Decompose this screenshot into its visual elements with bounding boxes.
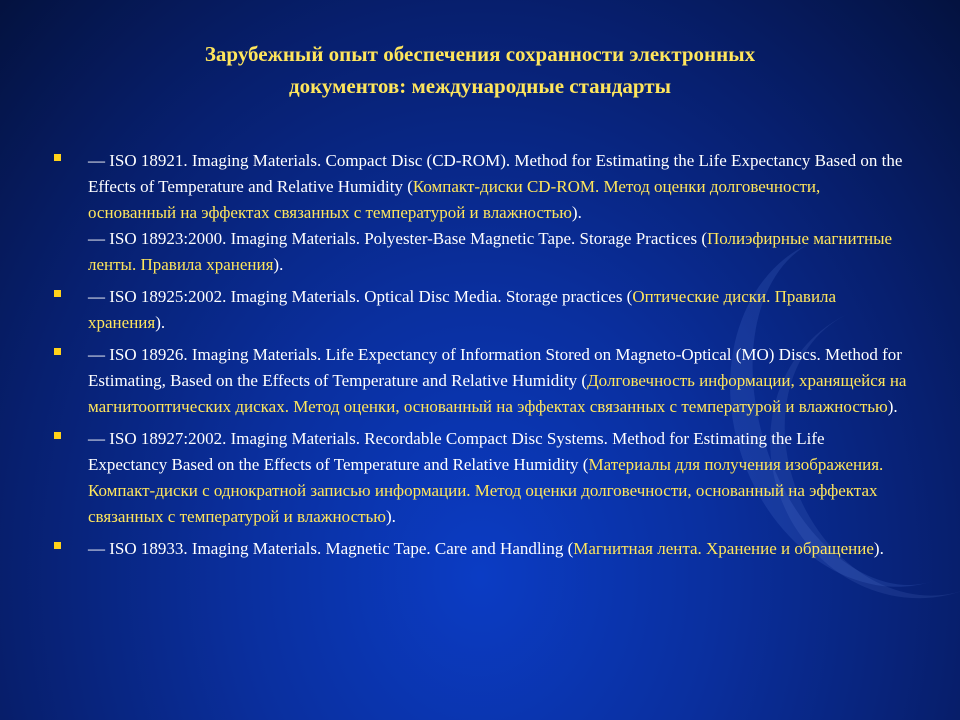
slide-title-line-2: документов: международные стандарты xyxy=(288,74,672,98)
english-text: — ISO 18927:2002. Imaging Materials. Recordable Compact Disc Systems. Method for Estimating the Life Expectancy Based on the Effects of Temperature and Relative Humidity ( xyxy=(88,429,825,474)
standards-list xyxy=(0,148,960,568)
paragraph-iso-18927 xyxy=(88,426,908,530)
square-bullet-icon xyxy=(54,432,61,439)
closing-punctuation: ). xyxy=(571,203,582,222)
english-text: — ISO 18925:2002. Imaging Materials. Optical Disc Media. Storage practices ( xyxy=(88,287,633,306)
closing-punctuation: ). xyxy=(386,507,396,526)
english-text: — ISO 18933. Imaging Materials. Magnetic Tape. Care and Handling ( xyxy=(88,539,574,558)
english-text: — ISO 18926. Imaging Materials. Life Expectancy of Information Stored on Magneto-Optical (MO) Discs. Method for Estimating, Based on the Effects of Temperature and Relative Humidity ( xyxy=(88,345,902,390)
paragraph-iso-18933 xyxy=(88,536,908,562)
paragraph-iso-18921 xyxy=(88,148,908,226)
russian-translation: Долговечность информации, хранящейся на магнитооптических дисках. Метод оценки, основанный на эффектах связанных с температурой и влажностью xyxy=(88,371,907,416)
square-bullet-icon xyxy=(54,348,61,355)
list-item-iso-18926 xyxy=(0,342,960,420)
russian-translation: Оптические диски. Правила хранения xyxy=(88,287,837,332)
closing-punctuation: ). xyxy=(887,397,898,416)
english-text: — ISO 18921. Imaging Materials. Compact Disc (CD-ROM). Method for Estimating the Life Expectancy Based on the Effects of Temperature and Relative Humidity ( xyxy=(88,151,903,196)
list-item-iso-18925 xyxy=(0,284,960,336)
paragraph-iso-18925 xyxy=(88,284,908,336)
russian-translation: Компакт-диски CD-ROM. Метод оценки долговечности, основанный на эффектах связанных с температурой и влажностью xyxy=(88,177,821,222)
slide-title-line-1: Зарубежный опыт обеспечения сохранности электронных xyxy=(204,42,756,66)
russian-translation: Полиэфирные магнитные ленты. Правила хранения xyxy=(88,229,893,274)
russian-translation: Магнитная лента. Хранение и обращение xyxy=(573,539,874,558)
closing-punctuation: ). xyxy=(273,255,284,274)
square-bullet-icon xyxy=(54,290,61,297)
closing-punctuation: ). xyxy=(873,539,884,558)
list-item-iso-18921 xyxy=(0,148,960,278)
paragraph-iso-18923 xyxy=(88,226,908,278)
square-bullet-icon xyxy=(54,542,61,549)
square-bullet-icon xyxy=(54,154,61,161)
list-item-iso-18933 xyxy=(0,536,960,562)
list-item-iso-18927 xyxy=(0,426,960,530)
russian-translation: Материалы для получения изображения. Компакт-диски с однократной записью информации. Метод оценки долговечности, основанный на эффектах связанных с температурой и влажностью xyxy=(88,455,884,526)
english-text: — ISO 18923:2000. Imaging Materials. Polyester-Base Magnetic Tape. Storage Practices ( xyxy=(88,229,707,248)
slide-title xyxy=(60,38,900,102)
paragraph-iso-18926 xyxy=(88,342,908,420)
closing-punctuation: ). xyxy=(155,313,166,332)
